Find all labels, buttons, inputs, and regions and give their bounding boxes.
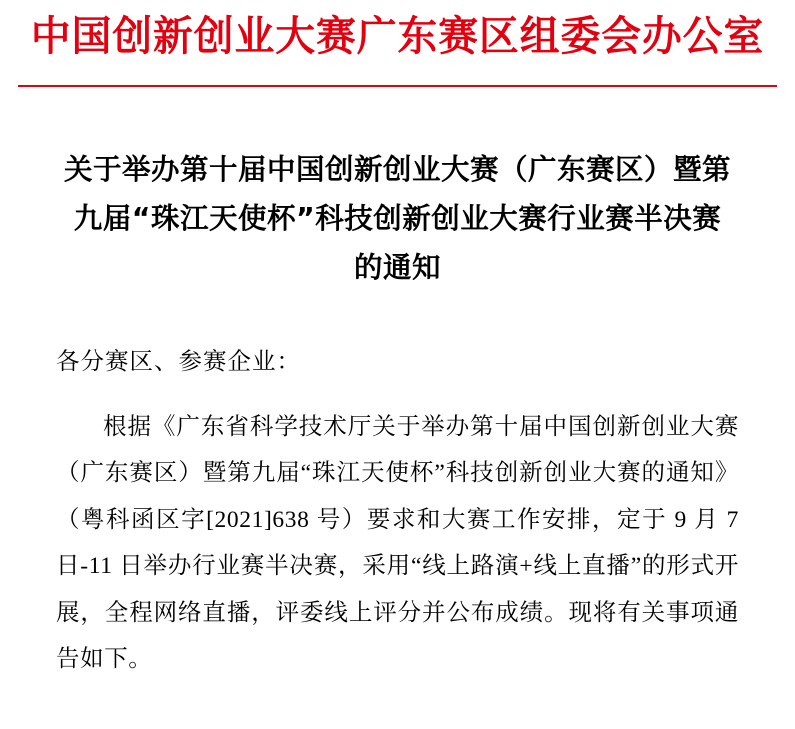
body-paragraph: 根据《广东省科学技术厅关于举办第十届中国创新创业大赛（广东赛区）暨第九届“珠江天使杯”科技创新创业大赛的通知》（粤科函区字[2021]638 号）要求和大赛工作安排，定于 9 月 7 日-11 日举办行业赛半决赛，采用“线上路演+线上直播”的形式开展，全程网络直播，评委线上评分并公布成绩。现将有关事项通告如下。: [56, 413, 739, 673]
salutation: 各分赛区、参赛企业：: [56, 349, 301, 376]
letterhead-divider: [18, 85, 777, 87]
page-title: 关于举办第十届中国创新创业大赛（广东赛区）暨第九届“珠江天使杯”科技创新创业大赛行业赛半决赛的通知: [63, 153, 731, 285]
letterhead-organization: 中国创新创业大赛广东赛区组委会办公室: [30, 12, 765, 60]
letterhead: [0, 0, 795, 87]
